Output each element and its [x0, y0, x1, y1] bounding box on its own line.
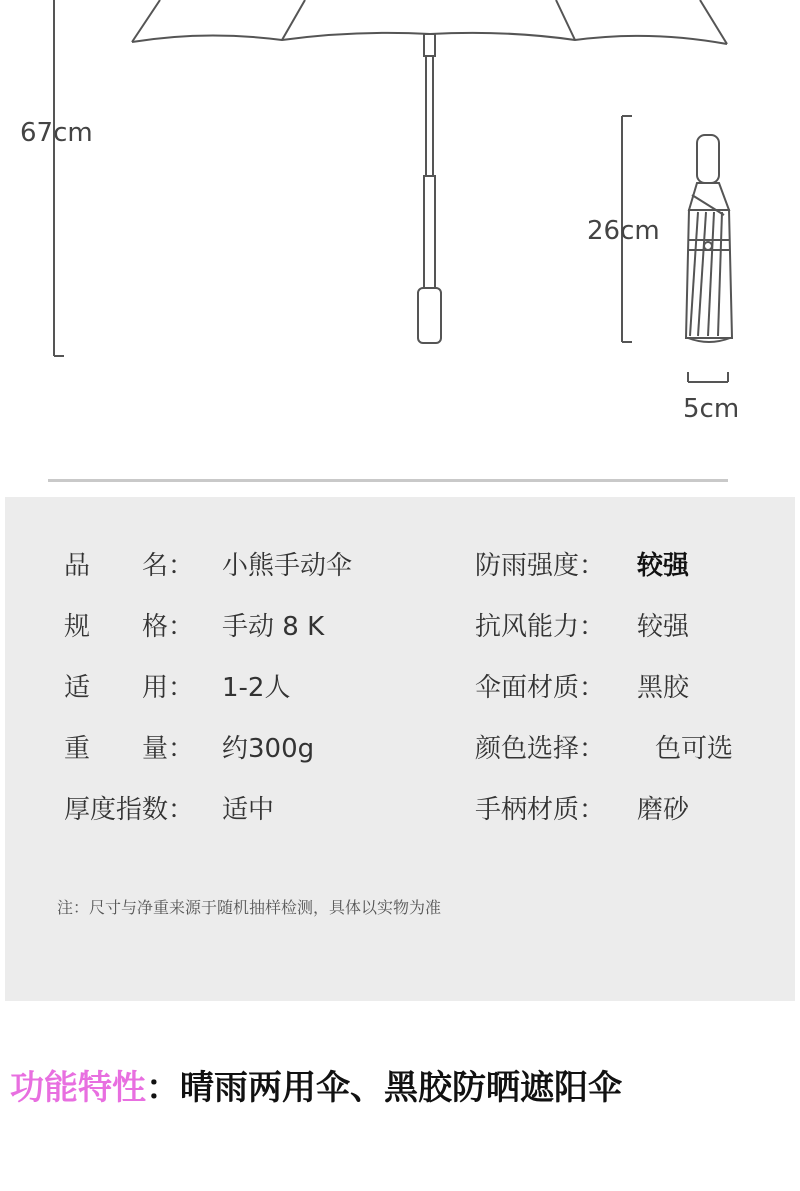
divider — [48, 479, 728, 482]
spec-label: 规 格： — [64, 612, 195, 642]
spec-label: 颜色选择： — [475, 734, 606, 764]
spec-label: 适 用： — [64, 673, 195, 703]
shaft-lower — [424, 176, 435, 288]
feature-separator: ： — [146, 1068, 180, 1108]
spec-value: 约300g — [222, 734, 315, 764]
canopy-rib — [556, 0, 575, 40]
canopy-rib — [700, 0, 727, 44]
spec-value: 较强 — [637, 551, 690, 581]
height-folded-label: 26cm — [587, 216, 660, 246]
canopy-rib — [282, 0, 305, 40]
spec-value: 适中 — [222, 795, 275, 825]
width-folded-label: 5cm — [683, 394, 740, 424]
height-open-label: 67cm — [20, 118, 93, 148]
spec-label: 防雨强度： — [475, 551, 606, 581]
umbrella-illustration — [0, 0, 800, 490]
shaft — [426, 56, 433, 176]
handle — [418, 288, 441, 343]
spec-value: 黑胶 — [637, 673, 690, 703]
spec-label: 手柄材质： — [475, 795, 606, 825]
spec-label: 品 名： — [64, 551, 195, 581]
spec-label: 重 量： — [64, 734, 195, 764]
spec-label: 厚度指数： — [64, 795, 195, 825]
spec-label: 伞面材质： — [475, 673, 606, 703]
folded-button — [704, 242, 712, 250]
spec-value: 小熊手动伞 — [222, 551, 353, 581]
spec-label: 抗风能力： — [475, 612, 606, 642]
folded-handle — [697, 135, 719, 183]
feature-headline — [10, 1060, 622, 1109]
spec-value: 较强 — [637, 612, 690, 642]
spec-value: 磨砂 — [637, 795, 690, 825]
feature-heading: 功能特性 — [10, 1068, 146, 1108]
shaft-top — [424, 34, 435, 56]
feature-text: 晴雨两用伞、黑胶防晒遮阳伞 — [180, 1068, 622, 1108]
spec-value: 色可选 — [655, 734, 734, 764]
spec-value: 手动 8 K — [222, 612, 325, 642]
canopy-rib — [132, 0, 160, 42]
spec-note: 注：尺寸与净重来源于随机抽样检测，具体以实物为准 — [57, 898, 442, 917]
spec-value: 1-2人 — [222, 673, 291, 703]
size-diagram — [0, 0, 800, 490]
